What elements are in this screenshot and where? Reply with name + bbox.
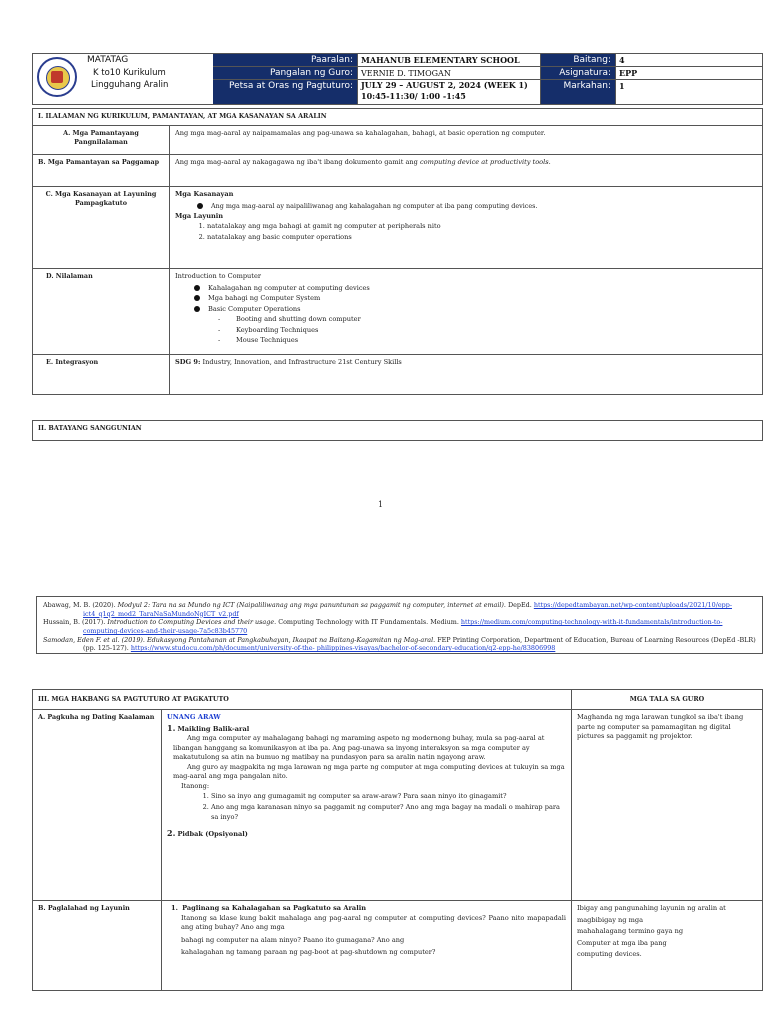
section-1-title: I. ILALAMAN NG KURIKULUM, PAMANTAYAN, AT MGA KASANAYAN SA ARALIN bbox=[33, 109, 763, 126]
reference-2: Hussain, B. (2017). Introduction to Computing Devices and their usage. Computing Technology with IT Fundamentals. Medium. https://medium.com/computing-technology-with-it-fundamentals/introduction-to-computing-devices-and-their-usage-7a5c83b45770 bbox=[43, 618, 723, 635]
step-1-heading: 1. Maikling Balik-aral bbox=[167, 722, 250, 733]
b-paragraph-1: Itanong sa klase kung bakit mahalaga ang pag-aaral ng computer at computing devices? Paano nito mapapadali ang ating buhay? Ano ang mga bbox=[181, 913, 566, 932]
grade-label: Baitang: bbox=[541, 54, 616, 67]
content-item: Kahalagahan ng computer at computing devices bbox=[208, 284, 757, 294]
question-item: 2. Ano ang mga karanasan ninyo sa paggamit ng computer? Ano ang mga bagay na madali o mahirap para sa inyo? bbox=[211, 803, 566, 822]
kasanayan-heading: Mga Kasanayan bbox=[175, 190, 234, 198]
deped-seal-icon bbox=[37, 57, 77, 97]
step-1-paragraph-1: Ang mga computer ay mahalagang bahagi ng maraming aspeto ng modernong buhay, mula sa pag-aaral at libangan hanggang sa komunikasyon at iba pa. Ang pag-unawa sa inyong interaksyon sa mga computer ay makatutulong sa atin na bumuo ng matibay na pundasyon para sa aralin natin ngayong araw. bbox=[173, 734, 545, 762]
content-subitem: - Mouse Techniques bbox=[236, 336, 757, 346]
layunin-heading: Mga Layunin bbox=[175, 211, 224, 220]
integration-cell: SDG 9: Industry, Innovation, and Infrastructure 21st Century Skills bbox=[170, 355, 763, 395]
objectives-label: B. Paglalahad ng Layunin bbox=[33, 901, 162, 991]
b-step-1-heading: 1. Paglinang sa Kahalagahan sa Pagkatuto sa Aralin bbox=[171, 904, 367, 912]
content-item: Mga bahagi ng Computer System bbox=[208, 294, 757, 304]
content-intro: Introduction to Computer bbox=[175, 272, 262, 280]
competencies-cell bbox=[170, 187, 763, 269]
section-1-table bbox=[32, 108, 763, 395]
content-item: Basic Computer Operations bbox=[208, 305, 757, 315]
grade-value: 4 bbox=[616, 54, 762, 67]
prior-knowledge-note: Maghanda ng mga larawan tungkol sa iba't ibang parte ng computer sa pamamagitan ng digital pictures sa paggamit ng projektor. bbox=[572, 710, 763, 901]
b-paragraph-3: kahalagahan ng tamang paraan ng pag-boot at pag-shutdown ng computer? bbox=[181, 948, 436, 957]
day-label: UNANG ARAW bbox=[167, 713, 221, 721]
kasanayan-item: Ang mga mag-aaral ay naipaliliwanag ang kahalagahan ng computer at iba pang computing devices. bbox=[211, 202, 757, 211]
integration-label: E. Integrasyon bbox=[33, 355, 170, 395]
teacher-value: VERNIE D. TIMOGAN bbox=[358, 67, 541, 80]
objectives-note: Ibigay ang pangunahing layunin ng aralin at magbibigay ng mga mahahalagang termino gaya ng Computer at mga iba pang computing devices. bbox=[572, 901, 763, 991]
layunin-item: 2. natatalakay ang basic computer operations bbox=[207, 233, 757, 243]
layunin-item: 1. natatalakay ang mga bahagi at gamit ng computer at peripherals nito bbox=[207, 222, 757, 232]
content-cell bbox=[170, 269, 763, 355]
subject-label: Asignatura: bbox=[541, 67, 616, 80]
curriculum-line1: K to10 Kurikulum bbox=[93, 68, 166, 78]
reference-3: Samodan, Eden F. et al. (2019). Edukasyong Pantahanan at Pangkabuhayan, Ikaapat na Baitang-Kagamitan ng Mag-aral. FEP Printing Corporation, Department of Education, Bureau of Learning Resources (DepEd -BLR) (pp. 125-127). https://www.studocu.com/ph/document/university-of-the- philippines-visayas/bachelor-of-secondary-education/q2-epp-he/83806998 bbox=[43, 635, 756, 653]
reference-1: Abawag, M. B. (2020). Modyul 2: Tara na sa Mundo ng ICT (Naipaliliwanag ang mga panuntunan sa paggamit ng computer, internet at email). DepEd. https://depedtambayan.net/wp-content/uploads/2021/10/epp-ict4_q1q2_mod2_TaraNaSaMundoNgICT_v2.pdf bbox=[43, 601, 732, 618]
b-paragraph-2: bahagi ng computer na alam ninyo? Paano ito gumagana? Ano ang bbox=[181, 935, 405, 944]
curriculum-line2: Lingguhang Aralin bbox=[91, 80, 169, 90]
step-1-paragraph-2: Ang guro ay magpakita ng mga larawan ng mga parte ng computer at mga computing devices at tukuyin sa mga mag-aaral ang mga pangalan nito. bbox=[173, 762, 565, 781]
section-3-table bbox=[32, 689, 763, 991]
teacher-label: Pangalan ng Guro: bbox=[213, 67, 358, 80]
date-label: Petsa at Oras ng Pagtuturo: bbox=[213, 80, 358, 104]
section-2-title: II. BATAYANG SANGGUNIAN bbox=[33, 421, 763, 441]
content-standards-label: A. Mga Pamantayang Pangnilalaman bbox=[33, 126, 170, 155]
performance-standards-label: B. Mga Pamantayan sa Paggamap bbox=[33, 155, 170, 187]
prior-knowledge-label: A. Pagkuha ng Dating Kaalaman bbox=[33, 710, 162, 901]
itanong-label: Itanong: bbox=[181, 781, 210, 790]
quarter-value: 1 bbox=[619, 81, 625, 91]
school-label: Paaralan: bbox=[213, 54, 358, 67]
content-standards-text: Ang mga mag-aaral ay naipamamalas ang pag-unawa sa kahalagahan, bahagi, at basic operation ng computer. bbox=[170, 126, 763, 155]
school-value: MAHANUB ELEMENTARY SCHOOL bbox=[358, 54, 541, 67]
teacher-notes-title: MGA TALA SA GURO bbox=[572, 690, 763, 710]
objectives-cell bbox=[162, 901, 572, 991]
content-subitem: - Keyboarding Techniques bbox=[236, 326, 757, 336]
date-value-line1: JULY 29 – AUGUST 2, 2024 (WEEK 1) bbox=[361, 80, 528, 90]
date-value bbox=[358, 80, 541, 104]
prior-knowledge-cell bbox=[162, 710, 572, 901]
matatag-label: MATATAG bbox=[87, 55, 129, 65]
content-subitem: - Booting and shutting down computer bbox=[236, 315, 757, 325]
quarter-label: Markahan: bbox=[541, 80, 616, 104]
date-value-line2: 10:45-11:30/ 1:00 -1:45 bbox=[361, 91, 466, 101]
lesson-header bbox=[32, 53, 763, 105]
reference-1-link[interactable]: https://depedtambayan.net/wp-content/uploads/2021/10/epp-ict4_q1q2_mod2_TaraNaSaMundoNgICT_v2.pdf bbox=[83, 601, 732, 618]
section-2-table bbox=[32, 420, 763, 441]
step-2-heading: 2. Pidbak (Opsiyonal) bbox=[167, 828, 248, 839]
reference-2-link[interactable]: https://medium.com/computing-technology-with-it-fundamentals/introduction-to-computing-devices-and-their-usage-7a5c83b45770 bbox=[83, 618, 723, 635]
content-label: D. Nilalaman bbox=[33, 269, 170, 355]
performance-standards-text: Ang mga mag-aaral ay nakagagawa ng iba't ibang dokumento gamit ang computing device at productivity tools. bbox=[170, 155, 763, 187]
section-3-title: III. MGA HAKBANG SA PAGTUTURO AT PAGKATUTO bbox=[33, 690, 572, 710]
reference-3-link[interactable]: https://www.studocu.com/ph/document/university-of-the- philippines-visayas/bachelor-of-secondary-education/q2-epp-he/83806998 bbox=[130, 644, 556, 653]
page-number: 1 bbox=[378, 500, 384, 509]
question-item: 1. Sino sa inyo ang gumagamit ng computer sa araw-araw? Para saan ninyo ito ginagamit? bbox=[211, 792, 566, 802]
subject-value: EPP bbox=[616, 67, 762, 80]
references-box bbox=[36, 596, 763, 654]
competencies-label: C. Mga Kasanayan at Layuning Pampagkatuto bbox=[33, 187, 170, 269]
